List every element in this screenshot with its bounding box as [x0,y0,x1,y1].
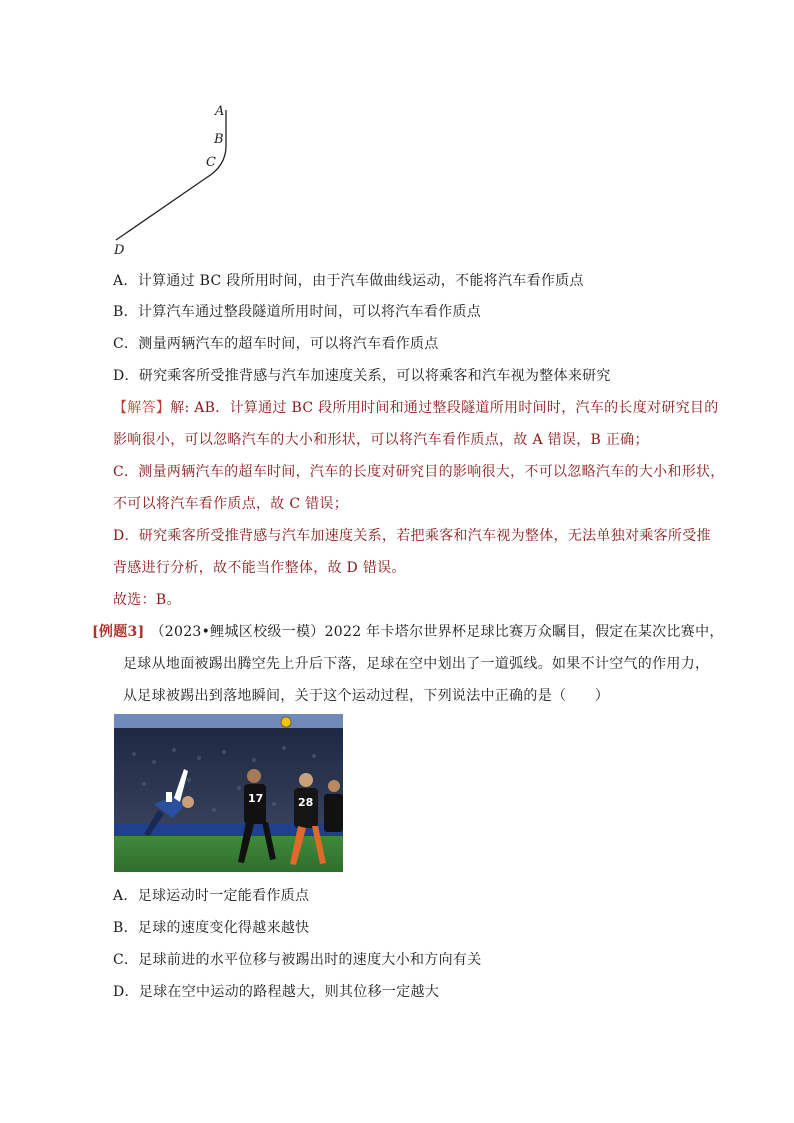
answer-tag: 【解答】 [113,400,171,416]
q2-option-a: A．计算通过 BC 段所用时间，由于汽车做曲线运动，不能将汽车看作质点 [113,273,584,289]
example3-option-d: D．足球在空中运动的路程越大，则其位移一定越大 [113,984,440,1000]
example3-option-a: A．足球运动时一定能看作质点 [113,888,310,904]
example3-line-2: 足球从地面被踢出腾空先上升后下落，足球在空中划出了一道弧线。如果不计空气的作用力， [123,656,710,672]
point-b-label: B [214,132,224,147]
answer-line-4: 不可以将汽车看作质点，故 C 错误； [113,496,349,512]
example3-line-1 [92,623,724,641]
point-a-label: A [215,104,225,119]
pitch [114,836,343,872]
answer-line-3: C．测量两辆汽车的超车时间，汽车的长度对研究目的影响很大，不可以忽略汽车的大小和形状， [113,464,725,480]
jersey-number-28: 28 [298,796,314,809]
soccer-photo [114,714,343,872]
example3-option-b: B．足球的速度变化得越来越快 [113,920,310,936]
tunnel-path [116,110,226,240]
answer-text-1: 解: AB．计算通过 BC 段所用时间和通过整段隧道所用时间时，汽车的长度对研究目的 [170,400,719,416]
point-d-label: D [114,243,125,258]
example3-option-c: C．足球前进的水平位移与被踢出时的速度大小和方向有关 [113,952,482,968]
answer-line-6: 背感进行分析，故不能当作整体，故 D 错误。 [113,560,406,576]
example3-tag: [例题3] [92,624,145,640]
answer-line-5: D．研究乘客所受推背感与汽车加速度关系，若把乘客和汽车视为整体，无法单独对乘客所受推 [113,528,711,544]
answer-line-2: 影响很小，可以忽略汽车的大小和形状，可以将汽车看作质点，故 A 错误，B 正确； [113,432,649,448]
roof-light [114,714,343,728]
q2-option-d: D．研究乘客所受推背感与汽车加速度关系，可以将乘客和汽车视为整体来研究 [113,368,611,384]
soccer-ball [281,717,291,727]
point-c-label: C [206,155,216,170]
jersey-number-17: 17 [248,792,264,805]
q2-option-c: C．测量两辆汽车的超车时间，可以将汽车看作质点 [113,336,439,352]
answer-choice: 故选：B。 [113,592,181,608]
answer-line-1 [113,399,719,417]
tunnel-diagram [108,98,248,260]
example3-line-3: 从足球被踢出到落地瞬间，关于这个运动过程，下列说法中正确的是（ ） [123,688,610,704]
q2-option-b: B．计算汽车通过整段隧道所用时间，可以将汽车看作质点 [113,304,482,320]
example3-text-1: （2023•鲤城区校级一模）2022 年卡塔尔世界杯足球比赛万众瞩目，假定在某次比赛中， [150,624,724,640]
